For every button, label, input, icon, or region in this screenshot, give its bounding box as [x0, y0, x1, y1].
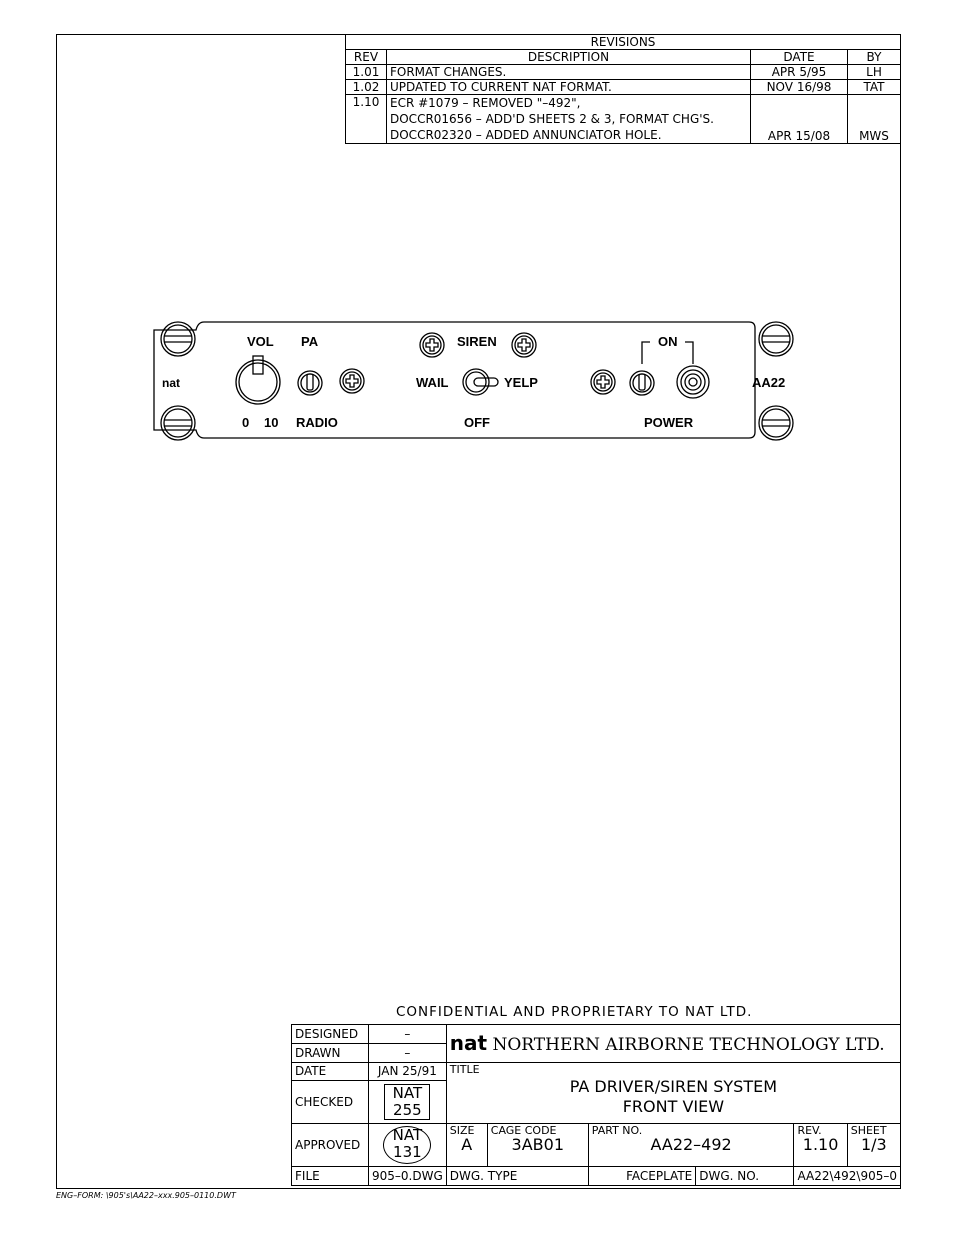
revision-row: 1.10 ECR #1079 – REMOVED "–492", DOCCR01656 – ADD'D SHEETS 2 & 3, FORMAT CHG'S. DOCCR02320 – ADDED ANNUNCIATOR HOLE. APR 15/08 MWS	[346, 95, 901, 144]
company-logo: nat	[449, 1030, 488, 1055]
by-header: BY	[848, 50, 901, 65]
yelp-label: YELP	[504, 375, 538, 390]
vol-label: VOL	[247, 334, 274, 349]
scale-max-label: 10	[264, 415, 279, 430]
scale-min-label: 0	[242, 415, 250, 430]
revisions-table	[345, 34, 901, 144]
title-line1: PA DRIVER/SIREN SYSTEM	[569, 1077, 778, 1096]
checked-stamp: NAT 255	[384, 1084, 430, 1120]
mount-screw-icon	[161, 406, 195, 440]
phillips-screw-icon	[591, 370, 615, 394]
confidential-notice: CONFIDENTIAL AND PROPRIETARY TO NAT LTD.	[396, 1004, 753, 1020]
revisions-title: REVISIONS	[346, 35, 901, 50]
pa-radio-toggle-icon	[298, 371, 322, 395]
approved-stamp: NAT 131	[383, 1126, 431, 1164]
title-block: DESIGNED – nat NORTHERN AIRBORNE TECHNOLOGY LTD. DRAWN – DATE JAN 25/91 TITLE PA DRIVER/SIREN SYSTEM FRONT VIEW CHECKED NAT 255 APPROVED NAT 131 SIZE A CAGE CODE 3AB01 PART NO. AA22–492 REV. 1.10 SHEET 1/3 FILE 905–0.DWG DWG. TYPE FACEPLATE DWG. NO. AA22\492\905–0	[291, 1024, 901, 1186]
siren-label: SIREN	[457, 334, 497, 349]
pa-label: PA	[301, 334, 319, 349]
mount-screw-icon	[759, 406, 793, 440]
model-label: AA22	[752, 375, 786, 390]
phillips-screw-icon	[340, 369, 364, 393]
revision-row: 1.01 FORMAT CHANGES. APR 5/95 LH	[346, 65, 901, 80]
off-label: OFF	[464, 415, 490, 430]
date-header: DATE	[751, 50, 848, 65]
nat-logo: nat	[162, 376, 180, 390]
company-name: NORTHERN AIRBORNE TECHNOLOGY LTD.	[492, 1034, 885, 1055]
power-label: POWER	[644, 415, 694, 430]
on-label: ON	[658, 334, 678, 349]
volume-knob	[236, 356, 280, 404]
phillips-screw-icon	[420, 333, 444, 357]
radio-label: RADIO	[296, 415, 338, 430]
phillips-screw-icon	[512, 333, 536, 357]
power-toggle-icon	[630, 371, 654, 395]
rev-header: REV	[346, 50, 387, 65]
annunciator-icon	[677, 366, 709, 398]
mount-screw-icon	[759, 322, 793, 356]
title-label: TITLE	[449, 1063, 480, 1076]
template-file-path: ENG–FORM: \905's\AA22–xxx.905–0110.DWT	[56, 1191, 236, 1200]
description-header: DESCRIPTION	[387, 50, 751, 65]
mount-screw-icon	[161, 322, 195, 356]
siren-selector-toggle-icon	[463, 369, 498, 395]
wail-label: WAIL	[416, 375, 449, 390]
faceplate-drawing	[150, 312, 810, 452]
revision-row: 1.02 UPDATED TO CURRENT NAT FORMAT. NOV 16/98 TAT	[346, 80, 901, 95]
title-line2: FRONT VIEW	[622, 1097, 725, 1116]
